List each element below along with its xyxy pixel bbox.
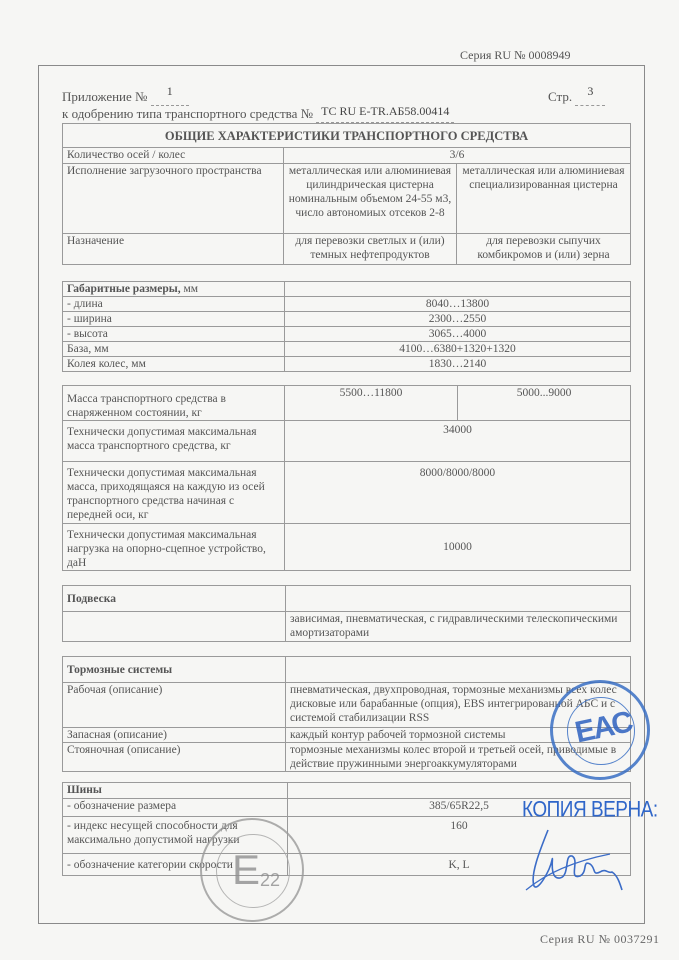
row-value: 2300…2550 [285,312,631,327]
row-value: 3/6 [284,148,631,164]
suspension-value: зависимая, пневматическая, с гидравлическими телескопическими амортизаторами [286,612,631,642]
row-label: Исполнение загрузочного пространства [63,164,284,234]
row-label: Масса транспортного средства в снаряженном состоянии, кг [63,386,285,421]
row-label: - высота [63,327,285,342]
metrology-stamp [200,818,304,922]
mass-table [62,385,631,571]
page-label: Стр. [548,89,573,104]
row-value: каждый контур рабочей тормозной системы [286,728,631,743]
row-label: Стояночная (описание) [63,743,286,772]
general-characteristics-table [62,123,631,265]
row-value: 3065…4000 [285,327,631,342]
row-label: - длина [63,297,285,312]
row-value-a: для перевозки светлых и (или) темных нефтепродуктов [284,234,457,265]
approval-label: к одобрению типа транспортного средства № [62,106,314,121]
row-label: Назначение [63,234,284,265]
row-value: 8000/8000/8000 [285,462,631,524]
signature-icon [520,820,630,900]
row-value: 8040…13800 [285,297,631,312]
series-number-bottom: Серия RU № 0037291 [540,932,660,946]
row-value: 4100…6380+1320+1320 [285,342,631,357]
eac-certification-stamp [550,680,650,780]
section-title: Габаритные размеры, мм [63,282,285,297]
row-value-b: металлическая или алюминиевая специализированная цистерна [457,164,631,234]
row-value: пневматическая, двухпроводная, тормозные механизмы всех колес дисковые или барабанные (опция), EBS интегрированной АБС и с системой стабилизации RSS [286,683,631,728]
row-value-b: 5000...9000 [458,386,631,421]
approval-line [62,106,454,123]
row-value: 10000 [285,524,631,571]
appendix-label: Приложение № [62,89,148,104]
row-label: Запасная (описание) [63,728,286,743]
stamp-letter: E [232,846,261,893]
row-label: Технически допустимая максимальная масса транспортного средства, кг [63,421,285,462]
series-number-top: Серия RU № 0008949 [460,48,571,62]
section-title: Подвеска [63,586,286,612]
brakes-table [62,656,631,772]
appendix-line [62,84,189,106]
row-label: Рабочая (описание) [63,683,286,728]
row-value: K, L [288,854,631,876]
row-label: Технически допустимая максимальная масса, приходящаяся на каждую из осей транспортного средства начиная с передней оси, кг [63,462,285,524]
appendix-number: 1 [166,84,173,98]
page-number: 3 [587,84,594,98]
row-value: тормозные механизмы колес второй и третьей осей, приводимые в действие пружинными энергоаккумуляторами [286,743,631,772]
dimensions-table [62,281,631,372]
row-value: 160 [288,817,631,854]
eac-mark: ЕАС [572,705,635,750]
row-label: База, мм [63,342,285,357]
row-label: Колея колес, мм [63,357,285,372]
certified-copy-stamp: КОПИЯ ВЕРНА: [522,798,658,823]
approval-number: ТС RU E-TR.АБ58.00414 [321,104,450,118]
row-label: Количество осей / колес [63,148,284,164]
section-title: Тормозные системы [63,657,286,683]
row-value: 1830…2140 [285,357,631,372]
row-label: - обозначение категории скорости [63,854,288,876]
row-label: - индекс несущей способности для максимально допустимой нагрузки [63,817,288,854]
section-title: Шины [63,783,288,799]
row-value-a: 5500…11800 [285,386,458,421]
section-title: ОБЩИЕ ХАРАКТЕРИСТИКИ ТРАНСПОРТНОГО СРЕДСТВА [63,124,631,148]
row-value: 34000 [285,421,631,462]
stamp-number: 22 [260,870,281,890]
row-label: - ширина [63,312,285,327]
row-value: 385/65R22,5 [288,799,631,817]
row-value-b: для перевозки сыпучих комбикромов и (или) зерна [457,234,631,265]
row-label: Технически допустимая максимальная нагрузка на опорно-сцепное устройство, даН [63,524,285,571]
page-line [548,84,605,106]
row-label: - обозначение размера [63,799,288,817]
suspension-table [62,585,631,642]
row-value-a: металлическая или алюминиевая цилиндрическая цистерна номинальным объемом 24-55 м3, число автономиых отсеков 2-8 [284,164,457,234]
